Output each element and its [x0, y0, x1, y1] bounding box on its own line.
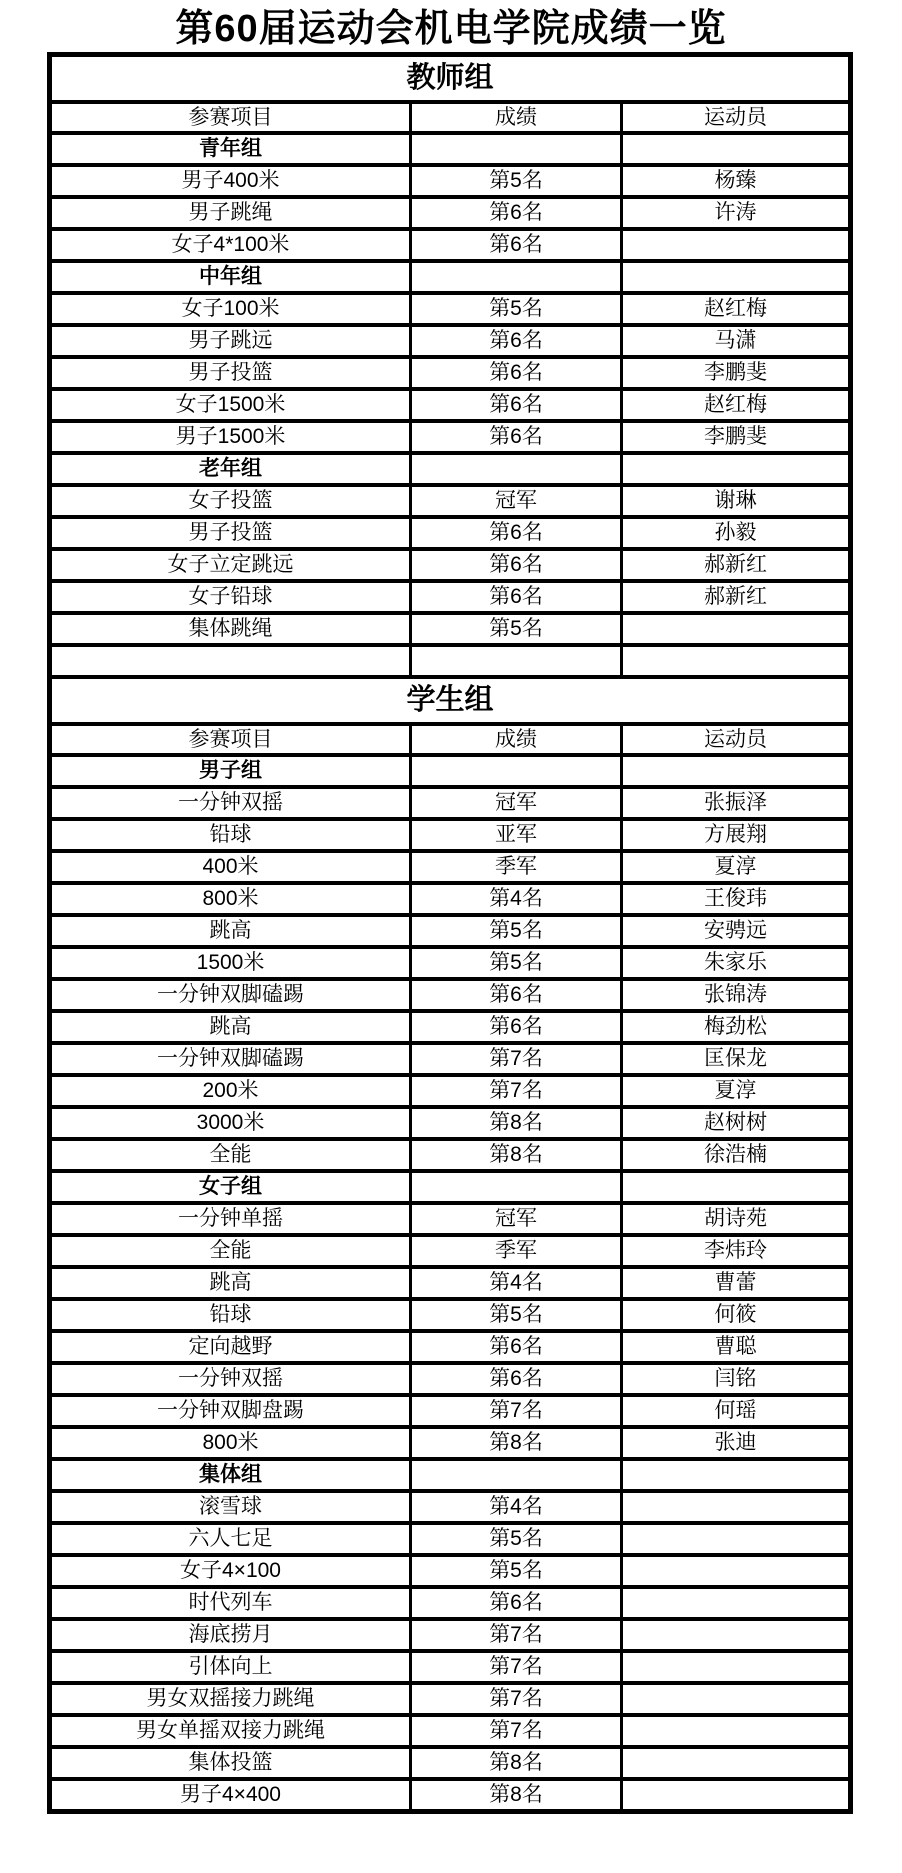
athlete-cell: 安骋远	[622, 915, 851, 947]
event-cell: 女子1500米	[50, 389, 411, 421]
result-row	[50, 1267, 851, 1299]
event-cell: 一分钟双脚磕踢	[50, 979, 411, 1011]
event-cell: 800米	[50, 1427, 411, 1459]
result-row	[50, 1555, 851, 1587]
col-header-result: 成绩	[411, 724, 622, 755]
result-row	[50, 165, 851, 197]
event-cell: 引体向上	[50, 1651, 411, 1683]
athlete-cell	[622, 1459, 851, 1491]
result-row	[50, 1587, 851, 1619]
result-row	[50, 1011, 851, 1043]
athlete-cell: 张锦涛	[622, 979, 851, 1011]
result-cell: 第4名	[411, 883, 622, 915]
subgroup-header-row	[50, 1171, 851, 1203]
athlete-cell: 张振泽	[622, 787, 851, 819]
athlete-cell: 何筱	[622, 1299, 851, 1331]
athlete-cell: 张迪	[622, 1427, 851, 1459]
result-cell: 季军	[411, 1235, 622, 1267]
event-cell: 一分钟双摇	[50, 1363, 411, 1395]
result-cell: 第6名	[411, 549, 622, 581]
section-header-row	[50, 55, 851, 103]
result-cell	[411, 261, 622, 293]
event-cell: 女子100米	[50, 293, 411, 325]
result-cell: 第8名	[411, 1747, 622, 1779]
result-cell: 第6名	[411, 581, 622, 613]
athlete-cell: 王俊玮	[622, 883, 851, 915]
result-cell: 亚军	[411, 819, 622, 851]
athlete-cell	[622, 229, 851, 261]
result-row	[50, 1107, 851, 1139]
event-cell: 集体投篮	[50, 1747, 411, 1779]
athlete-cell	[622, 1747, 851, 1779]
result-row	[50, 1523, 851, 1555]
col-header-result: 成绩	[411, 102, 622, 133]
result-cell: 第7名	[411, 1651, 622, 1683]
athlete-cell: 闫铭	[622, 1363, 851, 1395]
result-row	[50, 883, 851, 915]
result-row	[50, 549, 851, 581]
result-cell: 第6名	[411, 357, 622, 389]
event-cell: 滚雪球	[50, 1491, 411, 1523]
subgroup-label: 集体组	[50, 1459, 411, 1491]
event-cell: 800米	[50, 883, 411, 915]
subgroup-header-row	[50, 755, 851, 787]
result-row	[50, 1139, 851, 1171]
result-cell	[411, 133, 622, 165]
result-cell: 第8名	[411, 1779, 622, 1811]
subgroup-header-row	[50, 1459, 851, 1491]
result-row	[50, 1075, 851, 1107]
result-row	[50, 325, 851, 357]
results-table	[47, 52, 853, 1814]
subgroup-header-row	[50, 453, 851, 485]
result-cell: 季军	[411, 851, 622, 883]
result-cell: 第7名	[411, 1619, 622, 1651]
athlete-cell: 谢琳	[622, 485, 851, 517]
result-cell: 冠军	[411, 1203, 622, 1235]
result-row	[50, 1715, 851, 1747]
result-row	[50, 1235, 851, 1267]
event-cell: 一分钟单摇	[50, 1203, 411, 1235]
athlete-cell	[622, 1715, 851, 1747]
result-row	[50, 485, 851, 517]
athlete-cell: 李鹏斐	[622, 421, 851, 453]
result-row	[50, 1427, 851, 1459]
event-cell: 男子4×400	[50, 1779, 411, 1811]
event-cell: 男子投篮	[50, 357, 411, 389]
athlete-cell	[622, 1779, 851, 1811]
result-row	[50, 1299, 851, 1331]
result-cell: 第6名	[411, 389, 622, 421]
event-cell: 一分钟双摇	[50, 787, 411, 819]
event-cell: 男子投篮	[50, 517, 411, 549]
result-row	[50, 947, 851, 979]
athlete-cell: 杨臻	[622, 165, 851, 197]
event-cell: 一分钟双脚磕踢	[50, 1043, 411, 1075]
athlete-cell	[622, 453, 851, 485]
result-row	[50, 357, 851, 389]
col-header-athlete: 运动员	[622, 102, 851, 133]
event-cell: 男子跳远	[50, 325, 411, 357]
athlete-cell: 赵红梅	[622, 293, 851, 325]
event-cell: 200米	[50, 1075, 411, 1107]
athlete-cell: 夏淳	[622, 851, 851, 883]
result-row	[50, 517, 851, 549]
result-cell: 第5名	[411, 1555, 622, 1587]
subgroup-header-row	[50, 133, 851, 165]
result-row	[50, 1683, 851, 1715]
result-cell: 第6名	[411, 1011, 622, 1043]
event-cell: 时代列车	[50, 1587, 411, 1619]
col-header-event: 参赛项目	[50, 102, 411, 133]
athlete-cell: 赵树树	[622, 1107, 851, 1139]
event-cell: 男子400米	[50, 165, 411, 197]
result-cell: 第5名	[411, 165, 622, 197]
result-cell: 第7名	[411, 1683, 622, 1715]
result-cell: 第6名	[411, 1331, 622, 1363]
result-row	[50, 389, 851, 421]
event-cell: 女子4×100	[50, 1555, 411, 1587]
result-row	[50, 613, 851, 645]
result-cell: 第5名	[411, 915, 622, 947]
result-cell: 第5名	[411, 947, 622, 979]
event-cell: 铅球	[50, 1299, 411, 1331]
result-row	[50, 1779, 851, 1811]
result-row	[50, 197, 851, 229]
result-row	[50, 293, 851, 325]
athlete-cell: 郝新红	[622, 549, 851, 581]
result-cell: 第8名	[411, 1107, 622, 1139]
athlete-cell: 许涛	[622, 197, 851, 229]
athlete-cell	[622, 645, 851, 677]
athlete-cell	[622, 1555, 851, 1587]
event-cell: 女子立定跳远	[50, 549, 411, 581]
result-cell	[411, 755, 622, 787]
result-row	[50, 787, 851, 819]
result-row	[50, 1203, 851, 1235]
result-cell: 第7名	[411, 1715, 622, 1747]
column-header-row	[50, 102, 851, 133]
page-title: 第60届运动会机电学院成绩一览	[175, 8, 727, 50]
athlete-cell: 郝新红	[622, 581, 851, 613]
athlete-cell: 李炜玲	[622, 1235, 851, 1267]
result-row	[50, 1363, 851, 1395]
result-cell	[411, 1171, 622, 1203]
athlete-cell: 何瑶	[622, 1395, 851, 1427]
result-row	[50, 421, 851, 453]
athlete-cell	[622, 1587, 851, 1619]
result-row	[50, 1043, 851, 1075]
athlete-cell: 胡诗苑	[622, 1203, 851, 1235]
event-cell: 全能	[50, 1139, 411, 1171]
event-cell: 铅球	[50, 819, 411, 851]
subgroup-label: 女子组	[50, 1171, 411, 1203]
event-cell: 3000米	[50, 1107, 411, 1139]
result-cell: 第5名	[411, 293, 622, 325]
athlete-cell: 夏淳	[622, 1075, 851, 1107]
event-cell: 男女双摇接力跳绳	[50, 1683, 411, 1715]
result-row	[50, 1651, 851, 1683]
result-cell	[411, 1459, 622, 1491]
results-table-body	[50, 55, 851, 1812]
event-cell: 男子1500米	[50, 421, 411, 453]
event-cell: 女子投篮	[50, 485, 411, 517]
result-cell: 第6名	[411, 421, 622, 453]
event-cell: 海底捞月	[50, 1619, 411, 1651]
result-cell: 冠军	[411, 485, 622, 517]
result-cell: 第8名	[411, 1139, 622, 1171]
athlete-cell	[622, 613, 851, 645]
subgroup-label: 男子组	[50, 755, 411, 787]
result-cell: 第6名	[411, 325, 622, 357]
athlete-cell	[622, 755, 851, 787]
event-cell: 一分钟双脚盘踢	[50, 1395, 411, 1427]
athlete-cell: 梅劲松	[622, 1011, 851, 1043]
col-header-event: 参赛项目	[50, 724, 411, 755]
result-cell: 第7名	[411, 1395, 622, 1427]
result-cell	[411, 453, 622, 485]
athlete-cell: 曹聪	[622, 1331, 851, 1363]
athlete-cell: 方展翔	[622, 819, 851, 851]
result-cell: 第6名	[411, 197, 622, 229]
event-cell: 定向越野	[50, 1331, 411, 1363]
subgroup-header-row	[50, 261, 851, 293]
subgroup-label: 中年组	[50, 261, 411, 293]
result-row	[50, 1395, 851, 1427]
athlete-cell: 曹蕾	[622, 1267, 851, 1299]
result-cell: 第7名	[411, 1075, 622, 1107]
event-cell: 男女单摇双接力跳绳	[50, 1715, 411, 1747]
result-cell	[411, 645, 622, 677]
subgroup-label: 青年组	[50, 133, 411, 165]
section-header: 学生组	[50, 677, 851, 724]
event-cell: 女子4*100米	[50, 229, 411, 261]
result-cell: 第7名	[411, 1043, 622, 1075]
result-row	[50, 581, 851, 613]
column-header-row	[50, 724, 851, 755]
result-cell: 第4名	[411, 1491, 622, 1523]
athlete-cell: 匡保龙	[622, 1043, 851, 1075]
result-cell: 第5名	[411, 1523, 622, 1555]
result-row	[50, 979, 851, 1011]
result-row	[50, 229, 851, 261]
result-cell: 第5名	[411, 613, 622, 645]
athlete-cell: 孙毅	[622, 517, 851, 549]
result-cell: 第6名	[411, 1363, 622, 1395]
event-cell: 1500米	[50, 947, 411, 979]
result-row	[50, 851, 851, 883]
event-cell: 跳高	[50, 1011, 411, 1043]
event-cell: 跳高	[50, 915, 411, 947]
event-cell: 集体跳绳	[50, 613, 411, 645]
athlete-cell: 马潇	[622, 325, 851, 357]
empty-row	[50, 645, 851, 677]
result-cell: 第6名	[411, 517, 622, 549]
result-cell: 第4名	[411, 1267, 622, 1299]
event-cell: 男子跳绳	[50, 197, 411, 229]
athlete-cell: 赵红梅	[622, 389, 851, 421]
athlete-cell	[622, 1683, 851, 1715]
event-cell: 400米	[50, 851, 411, 883]
result-row	[50, 915, 851, 947]
result-row	[50, 819, 851, 851]
athlete-cell	[622, 1171, 851, 1203]
col-header-athlete: 运动员	[622, 724, 851, 755]
athlete-cell: 李鹏斐	[622, 357, 851, 389]
athlete-cell	[622, 1651, 851, 1683]
result-row	[50, 1747, 851, 1779]
athlete-cell	[622, 261, 851, 293]
result-cell: 第6名	[411, 1587, 622, 1619]
result-row	[50, 1331, 851, 1363]
athlete-cell	[622, 1523, 851, 1555]
result-row	[50, 1491, 851, 1523]
athlete-cell: 徐浩楠	[622, 1139, 851, 1171]
athlete-cell: 朱家乐	[622, 947, 851, 979]
event-cell: 跳高	[50, 1267, 411, 1299]
result-cell: 冠军	[411, 787, 622, 819]
event-cell: 六人七足	[50, 1523, 411, 1555]
event-cell: 女子铅球	[50, 581, 411, 613]
section-header-row	[50, 677, 851, 724]
event-cell	[50, 645, 411, 677]
athlete-cell	[622, 1619, 851, 1651]
athlete-cell	[622, 1491, 851, 1523]
event-cell: 全能	[50, 1235, 411, 1267]
result-cell: 第8名	[411, 1427, 622, 1459]
result-cell: 第5名	[411, 1299, 622, 1331]
section-header: 教师组	[50, 55, 851, 103]
result-row	[50, 1619, 851, 1651]
athlete-cell	[622, 133, 851, 165]
result-cell: 第6名	[411, 979, 622, 1011]
subgroup-label: 老年组	[50, 453, 411, 485]
result-cell: 第6名	[411, 229, 622, 261]
